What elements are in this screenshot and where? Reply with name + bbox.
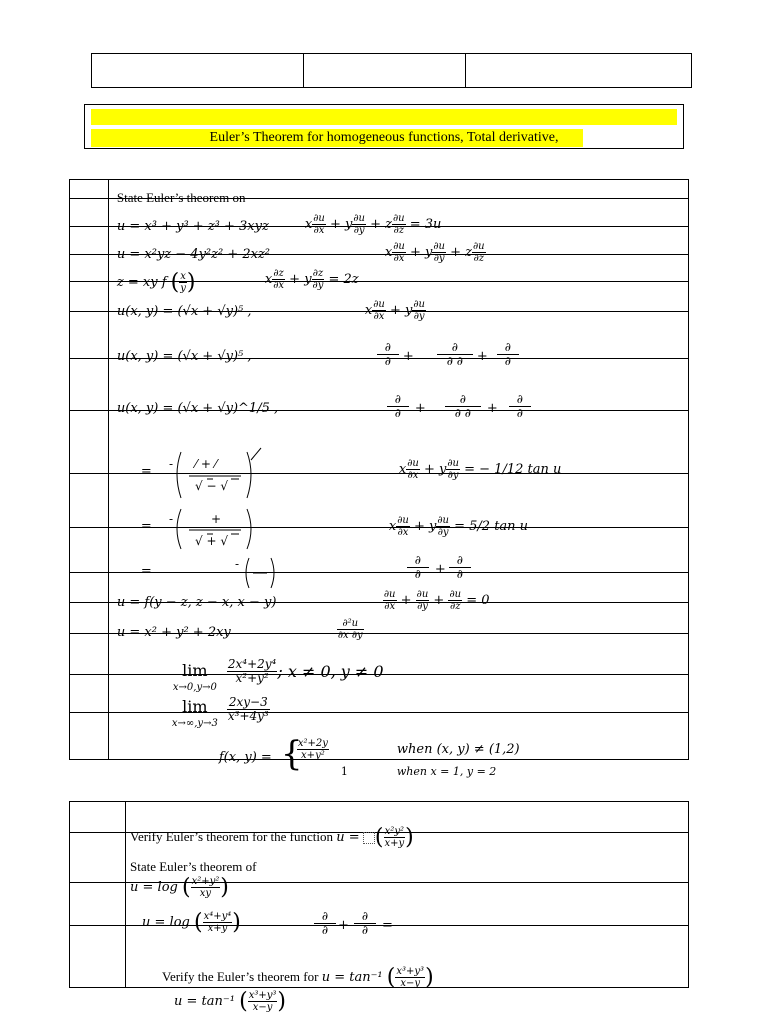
row-number-cell <box>70 180 109 199</box>
table-row <box>70 802 689 833</box>
question-cell <box>126 802 689 850</box>
table-row <box>70 713 689 760</box>
row-number-cell <box>70 282 109 312</box>
row-number-cell <box>70 713 109 760</box>
plus-sign: + <box>476 349 488 364</box>
row-number-cell <box>70 474 109 528</box>
table-row <box>70 312 689 359</box>
question-cell <box>108 312 688 368</box>
function-expression: u = x³ + y³ + z³ + 3xyz <box>116 218 269 234</box>
row-number-cell <box>70 634 109 675</box>
svg-text:√ − √: √ − √ <box>194 479 228 493</box>
equals-sign: = <box>140 518 152 534</box>
title-highlight-bar <box>91 109 677 125</box>
question-cell <box>108 227 688 264</box>
row-number-cell <box>70 312 109 359</box>
euler-result: = 2z <box>328 272 359 287</box>
euler-result: = 5/2 tan u <box>454 518 529 534</box>
piecewise-condition-2: when x = 1, y = 2 <box>396 765 497 778</box>
row-number-cell <box>70 802 126 833</box>
question-table-1 <box>69 179 689 778</box>
row-number-cell <box>70 528 109 573</box>
equals-sign: = <box>382 918 393 933</box>
table-row <box>70 255 689 282</box>
euler-result: = 0 <box>466 592 490 608</box>
question-cell <box>108 603 688 641</box>
euler-result: = − 1/12 tan u <box>464 462 562 477</box>
row-number-cell <box>70 411 109 474</box>
question-cell <box>126 883 689 937</box>
partial-fraction-placeholder: ∂ ∂ <box>407 554 429 581</box>
partial-fraction-placeholder: ∂ ∂ <box>314 910 336 937</box>
row-number-cell <box>70 883 126 926</box>
row-number-cell <box>70 199 109 227</box>
question-cell <box>108 573 688 612</box>
question-text: State Euler’s theorem on <box>116 190 246 205</box>
table-row <box>70 474 689 528</box>
question-cell <box>108 359 688 420</box>
page-title: Euler’s Theorem for homogeneous functions, Total derivative, <box>209 130 559 145</box>
question-cell <box>126 926 689 1014</box>
table-row <box>70 227 689 255</box>
euler-expression: x $\frac{\partial u}{\partial x}$ + y $\frac{\partial u}{\partial y}$ = 5/2 tan u <box>388 514 529 538</box>
question-cell <box>108 675 688 729</box>
table-row <box>70 833 689 883</box>
row-number-cell <box>70 359 109 411</box>
header-cell-2 <box>304 54 465 88</box>
header-table <box>91 53 692 88</box>
svg-text:-: - <box>168 511 173 526</box>
function-expression: u = log ( $\frac{\text{x²+y²}}{xy}$ ) <box>130 874 229 900</box>
row-number-cell <box>70 603 109 634</box>
header-cell-1 <box>92 54 304 88</box>
table-row <box>70 603 689 634</box>
question-cell <box>108 282 688 322</box>
plus-sign: + <box>338 918 349 933</box>
question-text: State Euler’s theorem of <box>130 858 257 874</box>
table-row <box>70 282 689 312</box>
second-derivative: $\frac{\text{∂²u}}{\partial x \partial y}$ <box>337 618 363 641</box>
partial-fraction-placeholder: ∂ ∂ <box>449 554 471 581</box>
header-cell-3 <box>465 54 691 88</box>
euler-expression: x $\frac{\partial u}{\partial x}$ + y $\frac{\partial u}{\partial y}$ + z $\frac{\partial u}{\partial z}$ = 3u <box>304 212 442 236</box>
row-number-cell <box>70 227 109 255</box>
question-text: Verify the Euler’s theorem for u = tan⁻¹ ( $\frac{\text{x³+y³}}{x-y}$ ) <box>162 964 434 990</box>
function-expression: u(x, y) = (√x + √y)^1/5 , <box>116 400 279 416</box>
limit-operator: lim x→0,y→0 <box>172 661 217 693</box>
row-number-cell <box>70 926 126 988</box>
question-cell <box>126 833 689 900</box>
function-expression: z = xy f ( $\frac{x}{y}$ ) <box>116 270 196 295</box>
piecewise-condition-1: when (x, y) ≠ (1,2) <box>396 742 520 757</box>
question-cell <box>108 528 688 581</box>
question-cell <box>108 199 688 236</box>
euler-expression: $\frac{\partial u}{\partial x}$ + $\frac{\partial u}{\partial y}$ + $\frac{\partial u}{\partial z}$ = 0 <box>383 588 490 612</box>
function-expression: u = x² + y² + 2xy <box>116 625 231 640</box>
plus-sign: + <box>402 349 414 364</box>
euler-expression: x $\frac{\partial u}{\partial x}$ + y $\frac{\partial u}{\partial y}$ + z $\frac{\partial u}{\partial z}$ <box>384 240 485 264</box>
partial-fraction-placeholder: ∂ ∂ ∂ <box>445 393 481 420</box>
svg-text:√ + √: √ + √ <box>194 533 228 548</box>
euler-result: = 3u <box>409 216 442 232</box>
function-expression: u = log ( $\frac{\text{x⁴+y⁴}}{x+y}$ ) <box>142 910 241 935</box>
table-row <box>70 359 689 411</box>
function-expression: u(x, y) = (√x + √y)⁵ , <box>116 349 252 364</box>
table-row <box>70 634 689 675</box>
svg-text:⁄ + ⁄: ⁄ + ⁄ <box>194 457 217 471</box>
question-cell <box>108 713 688 778</box>
plus-sign: + <box>414 400 426 416</box>
partial-fraction-placeholder: ∂ ∂ <box>509 393 531 420</box>
title-box <box>84 104 684 149</box>
row-number-cell <box>70 255 109 282</box>
partial-fraction-placeholder: ∂ ∂ <box>377 341 399 368</box>
svg-text:-: - <box>234 557 239 571</box>
table-row <box>70 675 689 713</box>
function-expression: u = tan⁻¹ ( $\frac{\text{x³+y³}}{x-y}$ ) <box>174 988 286 1014</box>
table-row <box>70 573 689 603</box>
row-number-cell <box>70 675 109 713</box>
limit-expression: $\frac{\text{2x⁴+2y⁴}}{\text{x²+y²}}$ ; x ≠ 0, y ≠ 0 <box>227 657 384 685</box>
question-cell <box>108 411 688 493</box>
function-expression: u(x, y) = (√x + √y)⁵ , <box>116 303 252 319</box>
equals-sign: = <box>140 464 152 479</box>
equals-sign: = <box>140 564 152 579</box>
row-number-cell <box>70 573 109 603</box>
question-cell <box>108 634 688 693</box>
partial-fraction-placeholder: ∂ ∂ <box>387 393 409 420</box>
piecewise-case-1: $\frac{\text{x²+2y}}{\text{x+y²}}$ <box>297 738 328 761</box>
table-row <box>70 926 689 988</box>
question-cell <box>108 180 688 205</box>
piecewise-brace: { <box>280 734 303 774</box>
svg-text:+: + <box>210 511 221 526</box>
table-row <box>70 883 689 926</box>
partial-fraction-placeholder: ∂ ∂ <box>354 910 376 937</box>
svg-text:-: - <box>168 457 173 471</box>
limit-operator: lim x→∞,y→3 <box>171 696 218 729</box>
limit-expression: $\frac{2xy-3}{\text{x³+4y³}}$ <box>227 694 269 723</box>
table-row <box>70 199 689 227</box>
euler-expression: x $\frac{\partial z}{\partial x}$ + y $\frac{\partial z}{\partial y}$ = 2z <box>264 268 359 291</box>
function-expression: u = f(y − z, z − x, x − y) <box>116 594 277 610</box>
table-row <box>70 180 689 199</box>
plus-sign: + <box>434 562 446 577</box>
euler-expression: x $\frac{\partial u}{\partial x}$ + y $\frac{\partial u}{\partial y}$ <box>364 298 425 322</box>
piecewise-label: f(x, y) = <box>218 750 272 765</box>
row-number-cell <box>70 833 126 883</box>
euler-expression: x $\frac{\partial u}{\partial x}$ + y $\frac{\partial u}{\partial y}$ = − 1/12 tan u <box>398 458 562 481</box>
table-row <box>70 411 689 474</box>
table-row <box>70 528 689 573</box>
function-expression: u = x²yz − 4y²z² + 2xz² <box>116 246 271 262</box>
plus-sign: + <box>486 400 498 416</box>
partial-fraction-placeholder: ∂ ∂ <box>497 341 519 368</box>
question-cell <box>108 255 688 295</box>
question-table-2 <box>69 801 689 1014</box>
question-cell <box>108 474 688 548</box>
partial-fraction-placeholder: ∂ ∂ ∂ <box>437 341 473 368</box>
question-text: Verify Euler’s theorem for the function u = ( $\frac{\text{x²y²}}{x+y}$ ) <box>130 825 414 850</box>
piecewise-case-2: 1 <box>340 765 348 778</box>
